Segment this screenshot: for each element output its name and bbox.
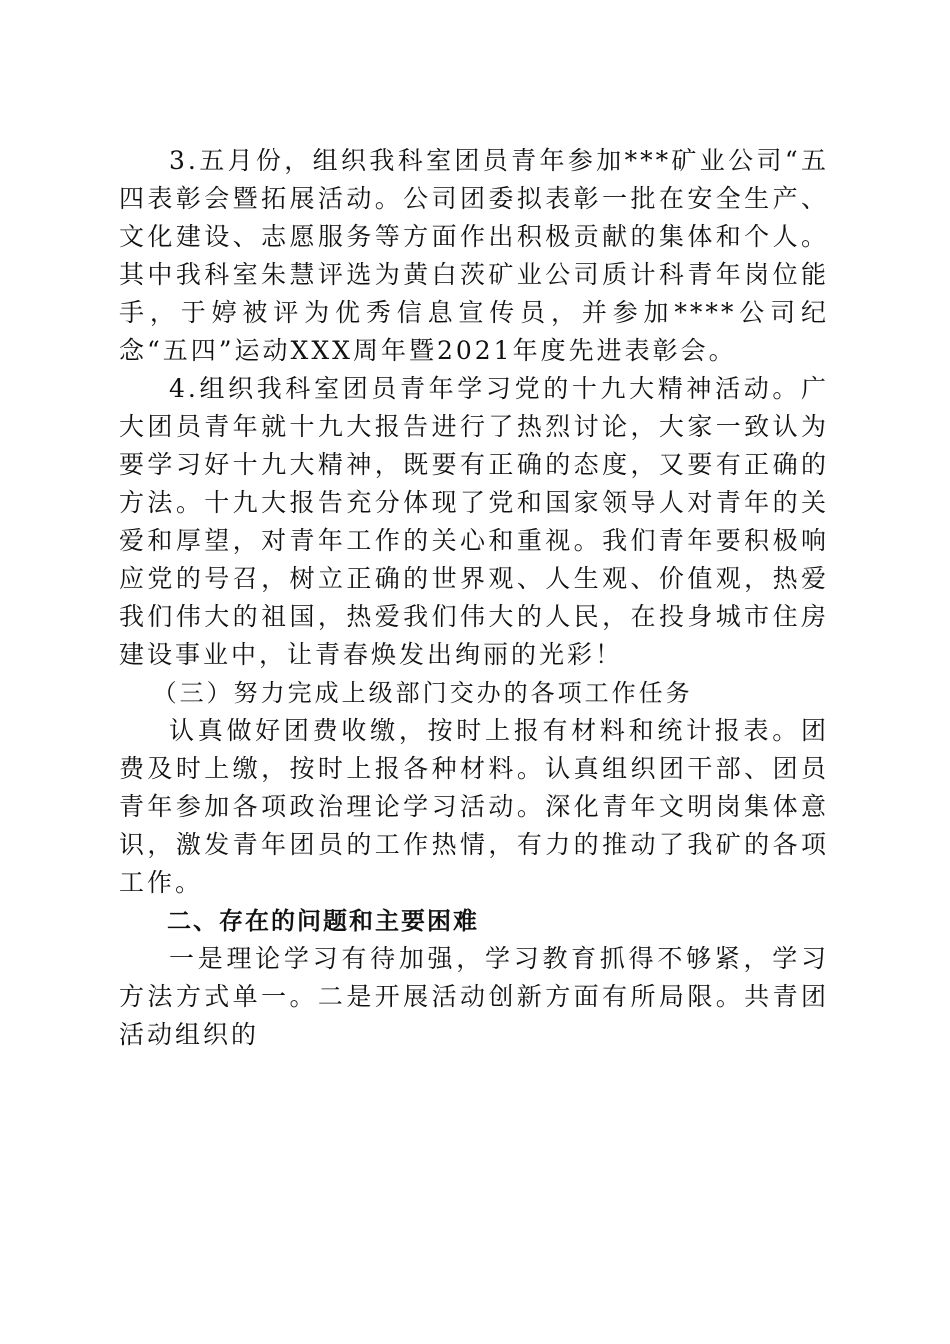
paragraph-item-3: 3.五月份，组织我科室团员青年参加***矿业公司“五四表彰会暨拓展活动。公司团委拟表彰一批在安全生产、文化建设、志愿服务等方面作出积极贡献的集体和个人。其中我科室朱慧评选为黄白茨矿业公司质计科青年岗位能手，于婷被评为优秀信息宣传员，并参加****公司纪念“五四”运动XXX周年暨2021年度先进表彰会。: [119, 146, 829, 365]
part-2-heading: 二、存在的问题和主要困难: [167, 907, 479, 935]
document-body: [119, 142, 829, 1054]
paragraph-item-4: 4.组织我科室团员青年学习党的十九大精神活动。广大团员青年就十九大报告进行了热烈讨论，大家一致认为要学习好十九大精神，既要有正确的态度，又要有正确的方法。十九大报告充分体现了党和国家领导人对青年的关爱和厚望，对青年工作的关心和重视。我们青年要积极响应党的号召，树立正确的世界观、人生观、价值观，热爱我们伟大的祖国，热爱我们伟大的人民，在投身城市住房建设事业中，让青春焕发出绚丽的光彩！: [119, 374, 829, 669]
section-3-body: 认真做好团费收缴，按时上报有材料和统计报表。团费及时上缴，按时上报各种材料。认真组织团干部、团员青年参加各项政治理论学习活动。深化青年文明岗集体意识，激发青年团员的工作热情，有力的推动了我矿的各项工作。: [119, 716, 829, 897]
part-2-body: 一是理论学习有待加强，学习教育抓得不够紧，学习方法方式单一。二是开展活动创新方面有所局限。共青团活动组织的: [119, 944, 829, 1049]
section-3-heading: （三）努力完成上级部门交办的各项工作任务: [152, 679, 693, 707]
